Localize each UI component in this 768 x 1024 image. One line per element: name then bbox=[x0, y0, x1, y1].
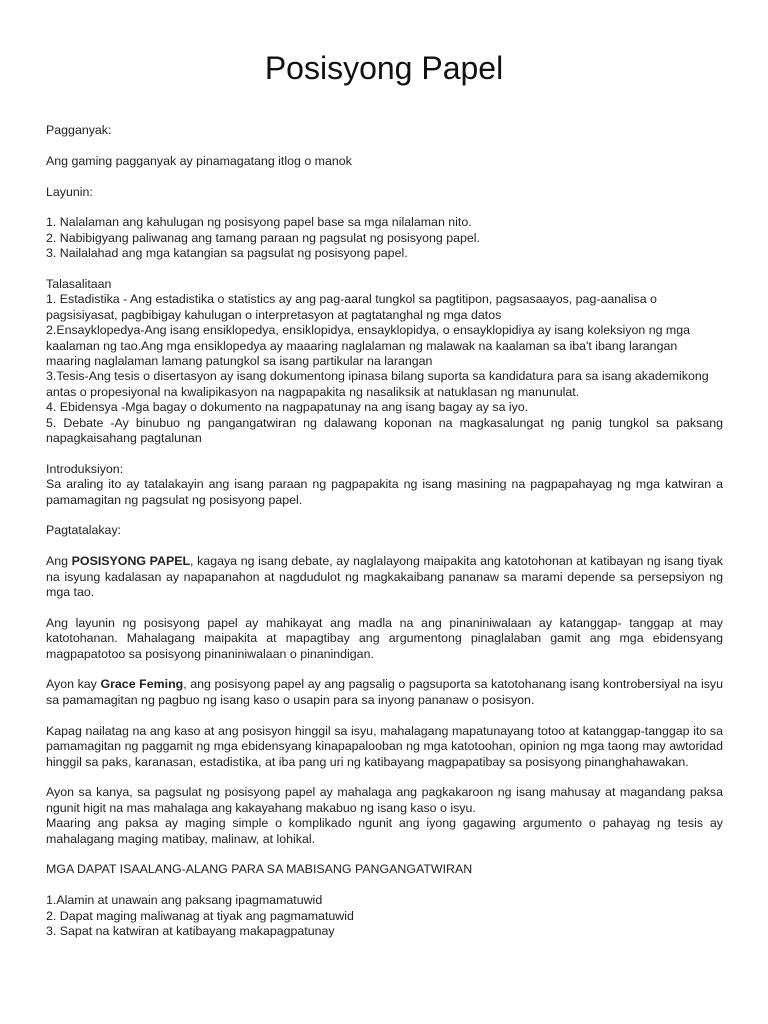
pagtatalakay-paragraph-3 bbox=[46, 677, 723, 708]
talasalitaan-label: Talasalitaan bbox=[46, 277, 112, 291]
p3-text-end: , ang posisyong papel ay ang pagsalig o pagsuporta sa katotohanang isang kontrobersiyal na isyu sa pamamagitan ng pagbuo ng isang kaso o usapin para sa inyong pananaw o posisyon. bbox=[46, 677, 723, 707]
pagtatalakay-paragraph-5a: Ayon sa kanya, sa pagsulat ng posisyong papel ay mahalaga ang pagkakaroon ng isang mahusay at magandang paksa ngunit higit na mas mahalaga ang kakayahang makabuo ng isang kaso o isyu. bbox=[46, 785, 723, 815]
talasalitaan-item: 4. Ebidensya -Mga bagay o dokumento na nagpapatunay na ang isang bagay ay sa iyo. bbox=[46, 400, 529, 415]
talasalitaan-item: 2.Ensayklopedya-Ang isang ensiklopedya, ensiklopidya, ensayklopidya, o ensayklopidiya ay isang koleksiyon ng mga kaalaman ng tao.Ang mga ensiklopedya ay maaaring naglalaman ng malawak na kaalaman sa iba't ibang larangan maaring naglalaman lamang patungkol sa isang partikular na larangan bbox=[46, 323, 691, 369]
dapat-item: 3. Sapat na katwiran at katibayang makapagpatunay bbox=[46, 923, 335, 938]
p1-text-end: , kagaya ng isang debate, ay naglalayong maipakita ang katotohonan at katibayan ng isang tiyak na isyung kadalasan ay napapanahon at nagdudulot ng magkakaibang pananaw sa marami depende sa persepsiyon ng mga tao. bbox=[46, 554, 723, 600]
introduksiyon-text: Sa araling ito ay tatalakayin ang isang paraan ng pagpapakita ng isang masining na pagpapahayag ng mga katwiran a pamamagitan ng pagsulat ng posisyong papel. bbox=[46, 477, 723, 507]
talasalitaan-item: 5. Debate -Ay binubuo ng pangangatwiran ng dalawang koponan na magkasalungat ng panig tungkol sa paksang napagkaisahang pagtalunan bbox=[46, 415, 723, 446]
pagtatalakay-label: Pagtatalakay: bbox=[46, 523, 122, 538]
p3-bold-name: Grace Feming bbox=[100, 677, 184, 692]
pagtatalakay-paragraph-1 bbox=[46, 554, 723, 600]
layunin-item: 2. Nabibigyang paliwanag ang tamang paraan ng pagsulat ng posisyong papel. bbox=[46, 230, 480, 245]
layunin-item: 3. Nailalahad ang mga katangian sa pagsulat ng posisyong papel. bbox=[46, 246, 408, 261]
dapat-item: 1.Alamin at unawain ang paksang ipagmamatuwid bbox=[46, 893, 323, 908]
pagganyak-label: Pagganyak: bbox=[46, 123, 112, 137]
pagganyak-text: Ang gaming pagganyak ay pinamagatang itlog o manok bbox=[46, 153, 352, 168]
document-title: Posisyong Papel bbox=[264, 50, 504, 86]
dapat-heading: MGA DAPAT ISAALANG-ALANG PARA SA MABISANG PANGANGATWIRAN bbox=[46, 862, 473, 877]
dapat-item: 2. Dapat maging maliwanag at tiyak ang pagmamatuwid bbox=[46, 908, 354, 923]
pagtatalakay-paragraph-2: Ang layunin ng posisyong papel ay mahikayat ang madla na ang pinaniniwalaan ay katanggap- tanggap at may katotohanan. Mahalagang maipakita at mapagtibay ang argumentong pinaglalaban gamit ang mga ebidensyang magpapatotoo sa posisyong pinaniniwalaan o pinanindigan. bbox=[46, 615, 723, 661]
introduksiyon-label: Introduksiyon: bbox=[46, 461, 124, 476]
pagtatalakay-paragraph-4: Kapag nailatag na ang kaso at ang posisyon hinggil sa isyu, mahalagang mapatunayang totoo at katanggap-tanggap ito sa pamamagitan ng paggamit ng mga ebidensyang kinapapalooban ng mga katotoohan, opinion ng mga taong may awtoridad hinggil sa paks, karanasan, estadistika, at iba pang uri ng katibayang magpapatibay sa posisyong pinanghahawakan. bbox=[46, 723, 723, 769]
p1-text-start: Ang bbox=[46, 554, 72, 569]
talasalitaan-item: 1. Estadistika - Ang estadistika o statistics ay ang pag-aaral tungkol sa pagtitipon, pagsasaayos, pag-aanalisa o pagsisiyasat, pagbibigay kahulugan o interpretasyon at pagtatanghal ng mga datos bbox=[46, 292, 657, 322]
p3-text-start: Ayon kay bbox=[46, 677, 101, 692]
p1-bold-term: POSISYONG PAPEL bbox=[71, 554, 191, 569]
pagtatalakay-paragraph-5b: Maaring ang paksa ay maging simple o komplikado ngunit ang iyong gagawing argumento o pahayag ng tesis ay mahalagang maging matibay, malinaw, at lohikal. bbox=[46, 816, 723, 846]
talasalitaan-item: 3.Tesis-Ang tesis o disertasyon ay isang dokumentong ipinasa bilang suporta sa kandidatura para sa isang akademikong antas o propesiyonal na kwalipikasyon na nagpapakita ng nasaliksik at natuklasan ng manunulat. bbox=[46, 369, 709, 399]
layunin-item: 1. Nalalaman ang kahulugan ng posisyong papel base sa mga nilalaman nito. bbox=[46, 215, 472, 230]
layunin-label: Layunin: bbox=[46, 184, 93, 199]
document-body bbox=[46, 123, 723, 939]
